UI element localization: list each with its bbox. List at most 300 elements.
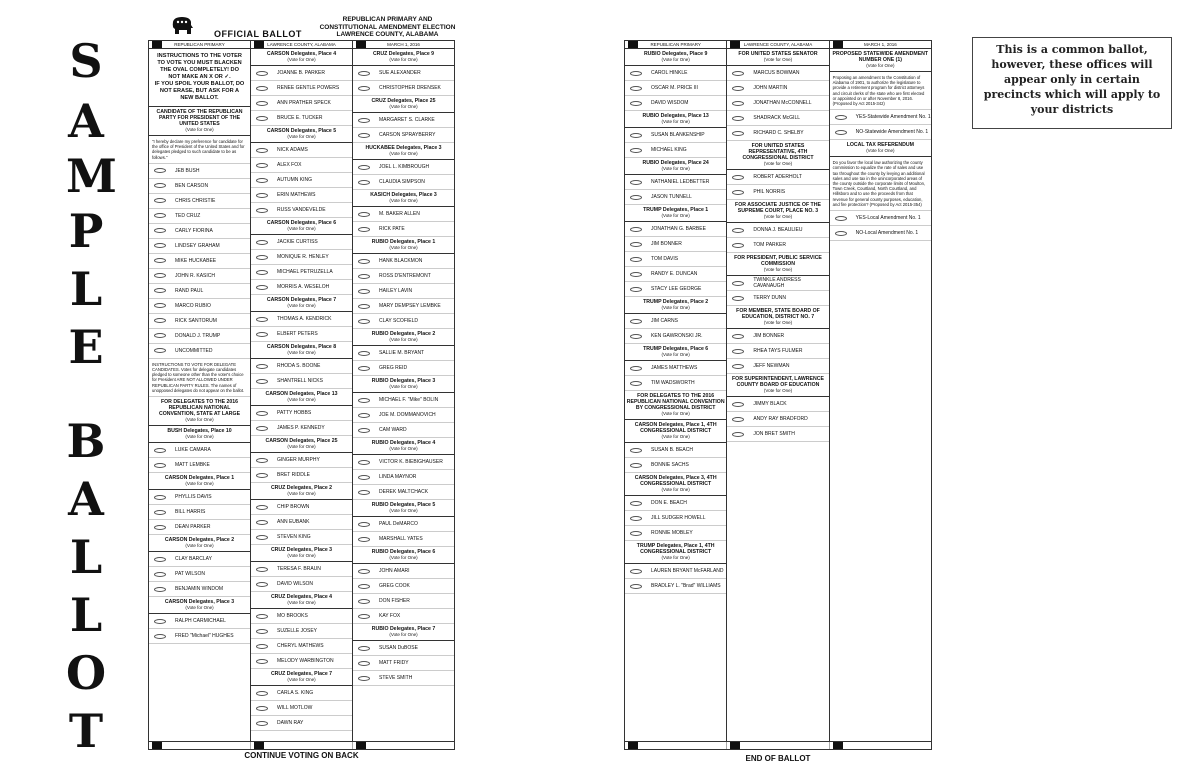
contest-title: CARSON Delegates, Place 3 — [164, 599, 235, 606]
vote-oval[interactable] — [358, 366, 370, 371]
vote-oval[interactable] — [630, 381, 642, 386]
vote-oval[interactable] — [358, 398, 370, 403]
vote-oval[interactable] — [358, 304, 370, 309]
candidate-row[interactable] — [149, 284, 250, 299]
vote-oval[interactable] — [630, 501, 642, 506]
candidate-row[interactable] — [251, 406, 352, 421]
vote-oval[interactable] — [256, 364, 268, 369]
candidate-row[interactable] — [251, 716, 352, 731]
vote-oval[interactable] — [256, 178, 268, 183]
candidate-row[interactable] — [251, 203, 352, 218]
candidate-row[interactable] — [149, 224, 250, 239]
vote-oval[interactable] — [154, 273, 166, 278]
vote-for-one-note: (Vote for One) — [661, 57, 690, 62]
vote-oval[interactable] — [154, 228, 166, 233]
title-line-1: REPUBLICAN PRIMARY AND — [342, 16, 433, 23]
vote-oval[interactable] — [154, 288, 166, 293]
vote-oval[interactable] — [630, 227, 642, 232]
vote-for-one-note: (Vote for One) — [185, 481, 214, 487]
candidate-row[interactable] — [251, 327, 352, 342]
candidate-row[interactable] — [625, 96, 726, 111]
vote-oval[interactable] — [256, 629, 268, 634]
vote-oval[interactable] — [256, 101, 268, 106]
vote-oval[interactable] — [256, 706, 268, 711]
candidate-row[interactable] — [149, 614, 250, 629]
candidate-name: JOHN R. KASICH — [175, 272, 216, 279]
candidate-row[interactable] — [149, 314, 250, 329]
candidate-row[interactable] — [149, 329, 250, 344]
header-cell: MARCH 1, 2016 — [830, 41, 931, 48]
candidate-row[interactable] — [727, 96, 828, 111]
contest-title: CARSON Delegates, Place 4 — [266, 51, 337, 57]
ballot-columns — [149, 49, 454, 741]
vote-oval[interactable] — [732, 349, 744, 354]
vote-oval[interactable] — [358, 537, 370, 542]
contest-heading — [625, 158, 726, 175]
vote-oval[interactable] — [358, 259, 370, 264]
candidate-row[interactable] — [727, 344, 828, 359]
candidate-row[interactable] — [727, 66, 828, 81]
candidate-name: MICHAEL PETRUZELLA — [277, 269, 333, 275]
candidate-name: MATT LEMBKE — [175, 462, 210, 469]
candidate-row[interactable] — [353, 284, 454, 299]
vote-oval[interactable] — [256, 255, 268, 260]
vote-oval[interactable] — [256, 473, 268, 478]
candidate-row[interactable] — [625, 190, 726, 205]
candidate-row[interactable] — [625, 376, 726, 391]
vote-oval[interactable] — [256, 148, 268, 153]
candidate-row[interactable] — [353, 128, 454, 143]
vote-oval[interactable] — [732, 86, 744, 91]
candidate-row[interactable] — [251, 96, 352, 111]
candidate-row[interactable] — [251, 265, 352, 280]
candidate-row[interactable] — [625, 282, 726, 297]
candidate-row[interactable] — [353, 346, 454, 361]
candidate-row[interactable] — [251, 530, 352, 545]
vote-oval[interactable] — [256, 332, 268, 337]
contest-heading — [625, 49, 726, 66]
candidate-name: CAM WARD — [379, 427, 407, 433]
candidate-row[interactable] — [251, 359, 352, 374]
candidate-row[interactable] — [149, 520, 250, 535]
candidate-row[interactable] — [353, 579, 454, 594]
candidate-row[interactable] — [353, 314, 454, 329]
vote-oval[interactable] — [358, 165, 370, 170]
candidate-row[interactable] — [625, 237, 726, 252]
candidate-row[interactable] — [149, 164, 250, 179]
candidate-name: TIM WADSWORTH — [651, 380, 695, 386]
vote-oval[interactable] — [154, 525, 166, 530]
vote-oval[interactable] — [154, 634, 166, 639]
vote-oval[interactable] — [630, 133, 642, 138]
vote-oval[interactable] — [630, 448, 642, 453]
vote-oval[interactable] — [358, 71, 370, 76]
candidate-row[interactable] — [727, 170, 828, 185]
candidate-row[interactable] — [251, 639, 352, 654]
vote-oval[interactable] — [358, 569, 370, 574]
contest-heading — [149, 426, 250, 443]
candidate-row[interactable] — [830, 125, 931, 140]
vote-oval[interactable] — [256, 270, 268, 275]
vote-oval[interactable] — [835, 231, 847, 236]
candidate-row[interactable] — [727, 238, 828, 253]
vote-oval[interactable] — [630, 242, 642, 247]
candidate-row[interactable] — [727, 81, 828, 96]
vote-oval[interactable] — [154, 348, 166, 353]
vote-oval[interactable] — [358, 118, 370, 123]
vote-oval[interactable] — [835, 115, 847, 120]
candidate-row[interactable] — [251, 280, 352, 295]
candidate-row[interactable] — [251, 609, 352, 624]
candidate-row[interactable] — [353, 532, 454, 547]
candidate-row[interactable] — [149, 552, 250, 567]
candidate-row[interactable] — [353, 594, 454, 609]
vote-oval[interactable] — [630, 86, 642, 91]
vote-oval[interactable] — [630, 463, 642, 468]
candidate-row[interactable] — [830, 226, 931, 241]
candidate-row[interactable] — [625, 81, 726, 96]
candidate-row[interactable] — [149, 458, 250, 473]
ballot-column — [727, 49, 829, 741]
contest-title: FOR SUPERINTENDENT, LAWRENCE COUNTY BOARD OF EDUCATION — [732, 376, 824, 388]
vote-oval[interactable] — [630, 287, 642, 292]
candidate-row[interactable] — [149, 269, 250, 284]
candidate-row[interactable] — [727, 223, 828, 238]
vote-oval[interactable] — [358, 180, 370, 185]
candidate-row[interactable] — [625, 496, 726, 511]
candidate-row[interactable] — [251, 515, 352, 530]
vote-oval[interactable] — [732, 175, 744, 180]
vote-oval[interactable] — [358, 351, 370, 356]
candidate-row[interactable] — [149, 194, 250, 209]
vote-oval[interactable] — [256, 520, 268, 525]
vote-oval[interactable] — [630, 319, 642, 324]
candidate-row[interactable] — [251, 235, 352, 250]
vote-oval[interactable] — [154, 333, 166, 338]
candidate-row[interactable] — [625, 314, 726, 329]
vote-oval[interactable] — [256, 317, 268, 322]
vote-oval[interactable] — [732, 228, 744, 233]
vote-oval[interactable] — [256, 567, 268, 572]
vote-oval[interactable] — [154, 303, 166, 308]
vote-oval[interactable] — [256, 86, 268, 91]
candidate-row[interactable] — [727, 291, 828, 306]
vote-oval[interactable] — [835, 130, 847, 135]
candidate-row[interactable] — [251, 374, 352, 389]
vote-oval[interactable] — [358, 584, 370, 589]
vote-oval[interactable] — [154, 198, 166, 203]
candidate-row[interactable] — [353, 361, 454, 376]
candidate-row[interactable] — [251, 624, 352, 639]
candidate-name: CHRIS CHRISTIE — [175, 197, 216, 204]
vote-oval[interactable] — [732, 364, 744, 369]
candidate-row[interactable] — [625, 579, 726, 594]
candidate-row[interactable] — [251, 654, 352, 669]
vote-oval[interactable] — [732, 131, 744, 136]
candidate-name: JON BRET SMITH — [753, 431, 795, 437]
vote-oval[interactable] — [256, 458, 268, 463]
candidate-row[interactable] — [625, 458, 726, 473]
candidate-row[interactable] — [251, 500, 352, 515]
candidate-row[interactable] — [727, 397, 828, 412]
candidate-row[interactable] — [149, 567, 250, 582]
candidate-row[interactable] — [149, 490, 250, 505]
candidate-row[interactable] — [625, 128, 726, 143]
vote-oval[interactable] — [256, 426, 268, 431]
candidate-row[interactable] — [625, 222, 726, 237]
vote-oval[interactable] — [732, 281, 744, 286]
vote-oval[interactable] — [358, 212, 370, 217]
vote-oval[interactable] — [154, 510, 166, 515]
vote-oval[interactable] — [630, 272, 642, 277]
vote-oval[interactable] — [154, 587, 166, 592]
candidate-row[interactable] — [625, 564, 726, 579]
candidate-row[interactable] — [625, 175, 726, 190]
candidate-row[interactable] — [251, 158, 352, 173]
vote-oval[interactable] — [256, 505, 268, 510]
candidate-row[interactable] — [251, 312, 352, 327]
vote-oval[interactable] — [358, 614, 370, 619]
candidate-name: M. BAKER ALLEN — [379, 211, 420, 217]
vote-oval[interactable] — [630, 71, 642, 76]
candidate-row[interactable] — [625, 361, 726, 376]
vote-oval[interactable] — [358, 475, 370, 480]
vote-oval[interactable] — [358, 490, 370, 495]
candidate-row[interactable] — [149, 582, 250, 597]
candidate-row[interactable] — [251, 173, 352, 188]
candidate-row[interactable] — [353, 393, 454, 408]
candidate-row[interactable] — [251, 468, 352, 483]
candidate-row[interactable] — [251, 686, 352, 701]
vote-oval[interactable] — [358, 227, 370, 232]
candidate-row[interactable] — [251, 421, 352, 436]
vote-oval[interactable] — [154, 557, 166, 562]
contest-title: CRUZ Delegates, Place 2 — [270, 485, 333, 491]
vote-oval[interactable] — [630, 334, 642, 339]
vote-oval[interactable] — [358, 289, 370, 294]
candidate-name: PATTY HOBBS — [277, 410, 312, 416]
vote-oval[interactable] — [256, 163, 268, 168]
candidate-row[interactable] — [353, 671, 454, 686]
candidate-row[interactable] — [251, 111, 352, 126]
vote-oval[interactable] — [358, 428, 370, 433]
candidate-row[interactable] — [149, 179, 250, 194]
vote-oval[interactable] — [732, 402, 744, 407]
candidate-row[interactable] — [727, 276, 828, 291]
candidate-row[interactable] — [727, 111, 828, 126]
vote-oval[interactable] — [256, 116, 268, 121]
vote-oval[interactable] — [154, 318, 166, 323]
candidate-row[interactable] — [251, 66, 352, 81]
contest-heading — [727, 141, 828, 170]
vote-oval[interactable] — [630, 180, 642, 185]
vote-oval[interactable] — [256, 285, 268, 290]
candidate-row[interactable] — [353, 66, 454, 81]
candidate-row[interactable] — [727, 185, 828, 200]
contest-heading — [149, 597, 250, 614]
candidate-name: MONIQUE R. HENLEY — [277, 254, 329, 260]
vote-oval[interactable] — [256, 535, 268, 540]
vote-oval[interactable] — [358, 646, 370, 651]
candidate-row[interactable] — [625, 143, 726, 158]
vote-oval[interactable] — [630, 516, 642, 521]
candidate-row[interactable] — [353, 269, 454, 284]
vote-oval[interactable] — [256, 721, 268, 726]
vote-oval[interactable] — [630, 195, 642, 200]
vote-oval[interactable] — [732, 101, 744, 106]
vote-oval[interactable] — [732, 116, 744, 121]
vote-oval[interactable] — [154, 495, 166, 500]
candidate-row[interactable] — [727, 329, 828, 344]
candidate-row[interactable] — [625, 66, 726, 81]
vote-oval[interactable] — [154, 448, 166, 453]
vote-oval[interactable] — [358, 274, 370, 279]
candidate-name: MELODY WARBINGTON — [277, 658, 334, 664]
vote-oval[interactable] — [835, 216, 847, 221]
candidate-row[interactable] — [353, 470, 454, 485]
vote-oval[interactable] — [732, 71, 744, 76]
candidate-row[interactable] — [353, 641, 454, 656]
vote-oval[interactable] — [256, 71, 268, 76]
candidate-row[interactable] — [353, 564, 454, 579]
contest-description: "I hereby declare my preference for candidate for the office of President of the United States and for delegates pledged to such candidate to be as follows." — [149, 136, 250, 164]
vote-oval[interactable] — [358, 319, 370, 324]
candidate-row[interactable] — [149, 443, 250, 458]
official-ballot-label: OFFICIAL BALLOT — [214, 29, 302, 39]
vote-oval[interactable] — [732, 296, 744, 301]
candidate-row[interactable] — [149, 254, 250, 269]
candidate-row[interactable] — [727, 359, 828, 374]
vote-oval[interactable] — [256, 193, 268, 198]
vote-oval[interactable] — [154, 258, 166, 263]
vote-oval[interactable] — [630, 148, 642, 153]
candidate-row[interactable] — [251, 701, 352, 716]
vote-oval[interactable] — [154, 572, 166, 577]
candidate-row[interactable] — [149, 505, 250, 520]
candidate-row[interactable] — [353, 609, 454, 624]
vote-oval[interactable] — [256, 240, 268, 245]
vote-oval[interactable] — [630, 569, 642, 574]
candidate-row[interactable] — [353, 254, 454, 269]
vote-oval[interactable] — [732, 190, 744, 195]
candidate-row[interactable] — [625, 252, 726, 267]
vote-oval[interactable] — [154, 619, 166, 624]
candidate-row[interactable] — [149, 299, 250, 314]
candidate-name: CLAY SCOFIELD — [379, 318, 418, 324]
candidate-row[interactable] — [353, 423, 454, 438]
candidate-row[interactable] — [251, 453, 352, 468]
candidate-row[interactable] — [727, 412, 828, 427]
candidate-row[interactable] — [251, 577, 352, 592]
candidate-row[interactable] — [727, 427, 828, 442]
candidate-row[interactable] — [625, 511, 726, 526]
vote-oval[interactable] — [154, 213, 166, 218]
vote-oval[interactable] — [358, 460, 370, 465]
candidate-row[interactable] — [149, 629, 250, 644]
candidate-row[interactable] — [353, 485, 454, 500]
candidate-row[interactable] — [353, 175, 454, 190]
candidate-name: SUSAN B. BEACH — [651, 447, 693, 453]
vote-oval[interactable] — [256, 659, 268, 664]
contest-heading — [727, 49, 828, 66]
vote-oval[interactable] — [358, 413, 370, 418]
vote-oval[interactable] — [358, 599, 370, 604]
vote-oval[interactable] — [358, 661, 370, 666]
vote-oval[interactable] — [732, 243, 744, 248]
candidate-row[interactable] — [625, 526, 726, 541]
candidate-row[interactable] — [149, 239, 250, 254]
header-cell: LAWRENCE COUNTY, ALABAMA — [727, 41, 829, 48]
candidate-row[interactable] — [353, 517, 454, 532]
vote-oval[interactable] — [154, 243, 166, 248]
vote-oval[interactable] — [154, 183, 166, 188]
candidate-name: RHEA TAYS FULMER — [753, 348, 803, 354]
vote-oval[interactable] — [256, 614, 268, 619]
candidate-row[interactable] — [353, 113, 454, 128]
candidate-row[interactable] — [353, 299, 454, 314]
vote-oval[interactable] — [256, 208, 268, 213]
candidate-row[interactable] — [353, 656, 454, 671]
vote-oval[interactable] — [630, 584, 642, 589]
contest-title: RUBIO Delegates, Place 4 — [371, 440, 436, 446]
vote-oval[interactable] — [358, 133, 370, 138]
vote-oval[interactable] — [630, 366, 642, 371]
candidate-row[interactable] — [727, 126, 828, 141]
vote-oval[interactable] — [630, 531, 642, 536]
candidate-row[interactable] — [251, 188, 352, 203]
candidate-row[interactable] — [251, 562, 352, 577]
candidate-row[interactable] — [353, 207, 454, 222]
vote-oval[interactable] — [256, 411, 268, 416]
candidate-row[interactable] — [353, 160, 454, 175]
candidate-row[interactable] — [625, 329, 726, 344]
candidate-row[interactable] — [251, 81, 352, 96]
vote-oval[interactable] — [358, 522, 370, 527]
candidate-row[interactable] — [149, 209, 250, 224]
candidate-row[interactable] — [353, 408, 454, 423]
candidate-row[interactable] — [251, 143, 352, 158]
candidate-row[interactable] — [625, 443, 726, 458]
vote-oval[interactable] — [256, 379, 268, 384]
candidate-row[interactable] — [625, 267, 726, 282]
contest-heading — [251, 49, 352, 66]
vote-oval[interactable] — [630, 257, 642, 262]
vote-oval[interactable] — [256, 691, 268, 696]
ballot-page-front — [148, 40, 455, 750]
candidate-row[interactable] — [830, 211, 931, 226]
watermark-letter: A — [68, 472, 104, 526]
candidate-name: DAWN RAY — [277, 720, 304, 726]
candidate-row[interactable] — [251, 250, 352, 265]
vote-oval[interactable] — [256, 582, 268, 587]
vote-for-one-note: (Vote for One) — [287, 350, 316, 355]
candidate-row[interactable] — [830, 110, 931, 125]
candidate-row[interactable] — [353, 81, 454, 96]
vote-oval[interactable] — [256, 644, 268, 649]
vote-oval[interactable] — [732, 334, 744, 339]
vote-oval[interactable] — [732, 417, 744, 422]
vote-oval[interactable] — [154, 463, 166, 468]
vote-oval[interactable] — [630, 101, 642, 106]
vote-oval[interactable] — [732, 432, 744, 437]
vote-oval[interactable] — [154, 168, 166, 173]
vote-oval[interactable] — [358, 676, 370, 681]
candidate-name: TOM PARKER — [753, 242, 786, 248]
candidate-row[interactable] — [353, 455, 454, 470]
vote-oval[interactable] — [358, 86, 370, 91]
candidate-row[interactable] — [149, 344, 250, 359]
candidate-row[interactable] — [353, 222, 454, 237]
